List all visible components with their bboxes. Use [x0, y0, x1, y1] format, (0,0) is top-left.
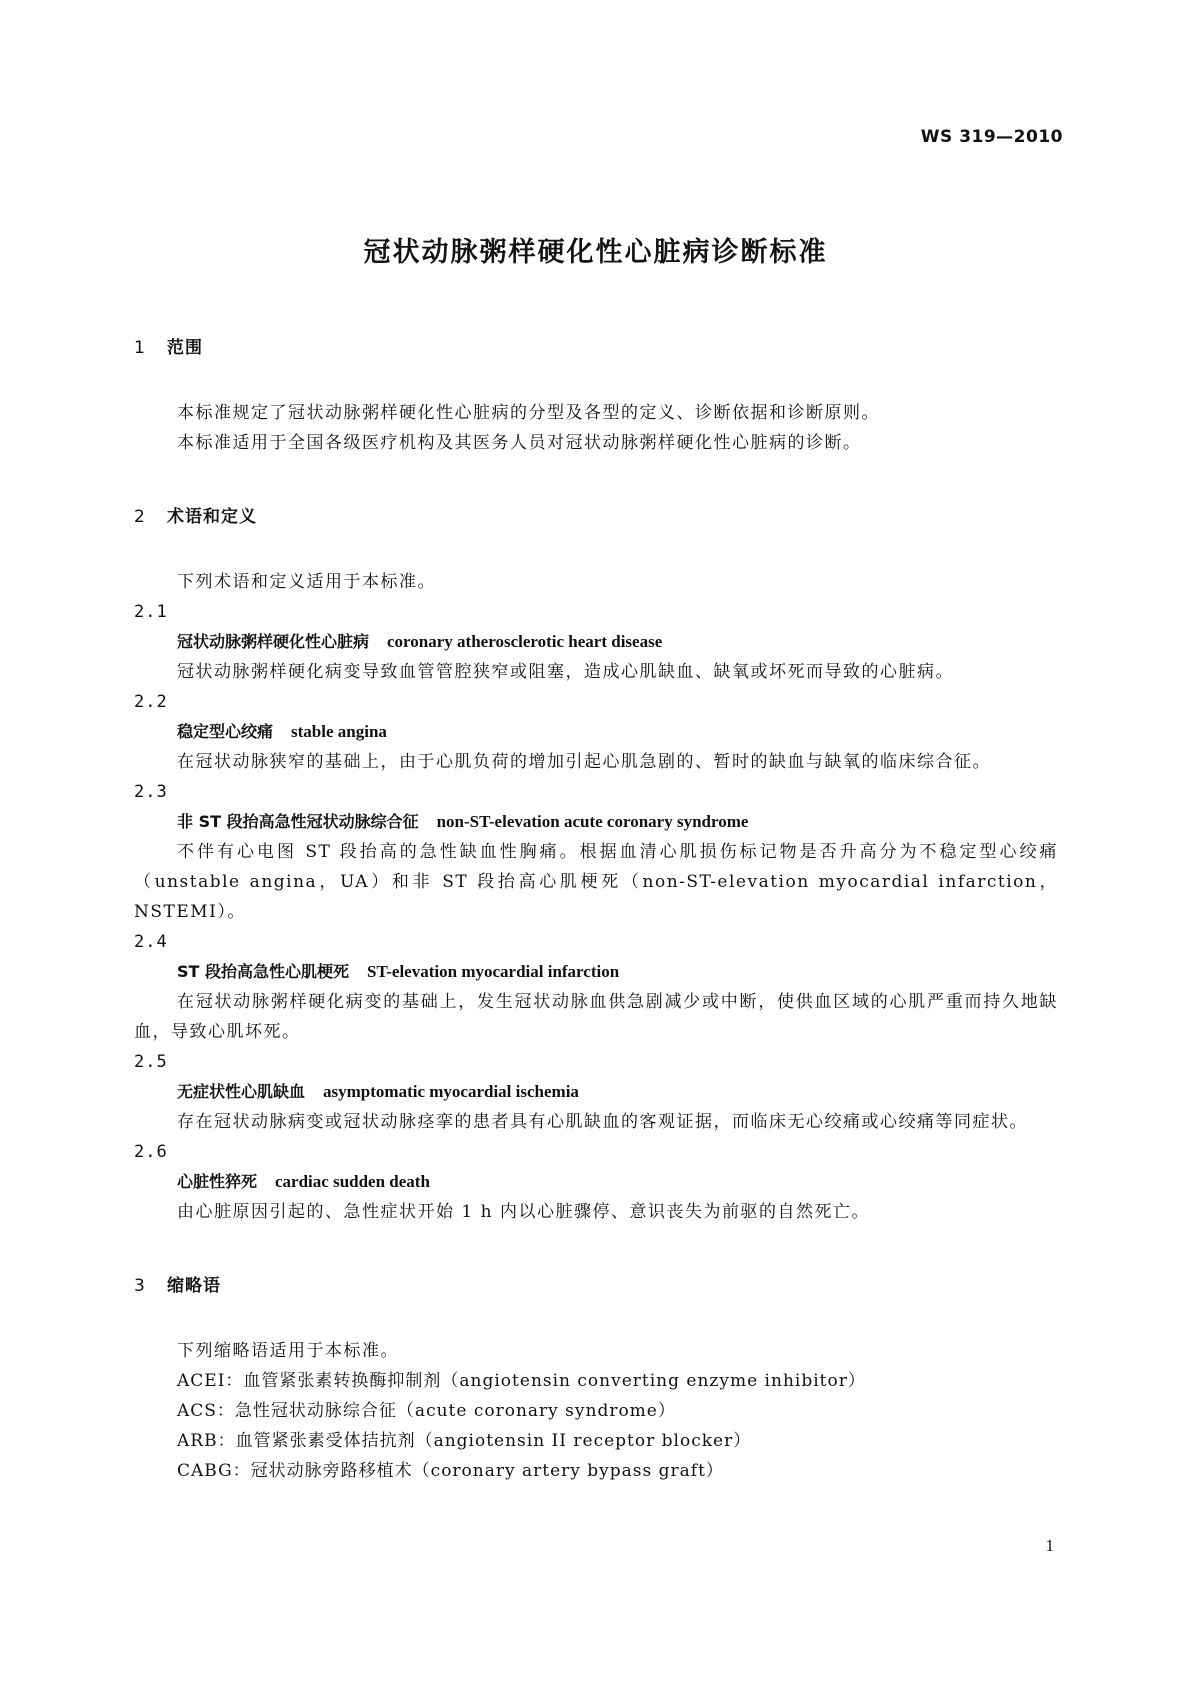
document-code: WS 319—2010 [920, 127, 1063, 147]
term-zh: 稳定型心绞痛 [177, 722, 274, 741]
term-heading [134, 627, 1058, 657]
term-definition: 存在冠状动脉病变或冠状动脉痉挛的患者具有心肌缺血的客观证据，而临床无心绞痛或心绞痛等同症状。 [177, 1112, 1028, 1132]
term-entry [134, 927, 1058, 1047]
term-zh: 心脏性猝死 [177, 1172, 258, 1191]
term-definition: 由心脏原因引起的、急性症状开始 1 h 内以心脏骤停、意识丧失为前驱的自然死亡。 [177, 1202, 870, 1222]
section-terms [134, 502, 1058, 1227]
term-entry [134, 1137, 1058, 1227]
term-heading [134, 1077, 1058, 1107]
term-definition: 在冠状动脉狭窄的基础上，由于心肌负荷的增加引起心肌急剧的、暂时的缺血与缺氧的临床综合征。 [177, 752, 991, 772]
term-definition: 不伴有心电图 ST 段抬高的急性缺血性胸痛。根据血清心肌损伤标记物是否升高分为不稳定型心绞痛（unstable angina，UA）和非 ST 段抬高心肌梗死（non-ST-elevation myocardial infarction，NSTEMI）。 [134, 842, 1058, 922]
term-zh: 无症状性心肌缺血 [177, 1082, 306, 1101]
section-title: 范围 [167, 338, 203, 358]
abbreviation-item: ACS：急性冠状动脉综合征（acute coronary syndrome） [177, 1401, 676, 1421]
term-zh: ST 段抬高急性心肌梗死 [177, 962, 350, 981]
term-entry [134, 777, 1058, 927]
term-number: 2.3 [134, 782, 168, 802]
section-number: 1 [134, 338, 146, 358]
section-number: 2 [134, 507, 146, 527]
term-en: stable angina [291, 722, 387, 741]
term-number: 2.2 [134, 692, 168, 712]
term-entry [134, 1047, 1058, 1137]
abbreviation-item: ARB：血管紧张素受体拮抗剂（angiotensin II receptor blocker） [177, 1431, 752, 1451]
term-en: cardiac sudden death [275, 1172, 430, 1191]
term-heading [134, 1167, 1058, 1197]
page-title: 冠状动脉粥样硬化性心脏病诊断标准 [363, 237, 828, 268]
term-entry [134, 597, 1058, 687]
section-abbreviations [134, 1271, 1058, 1486]
term-number: 2.1 [134, 602, 168, 622]
term-zh: 冠状动脉粥样硬化性心脏病 [177, 632, 370, 651]
term-en: ST-elevation myocardial infarction [367, 962, 620, 981]
abbreviation-item: ACEI：血管紧张素转换酶抑制剂（angiotensin converting enzyme inhibitor） [177, 1371, 866, 1391]
term-en: coronary atherosclerotic heart disease [387, 632, 663, 651]
paragraph: 下列术语和定义适用于本标准。 [177, 572, 436, 592]
section-heading [134, 502, 1058, 527]
term-number: 2.6 [134, 1142, 168, 1162]
paragraph: 本标准规定了冠状动脉粥样硬化性心脏病的分型及各型的定义、诊断依据和诊断原则。 [177, 403, 880, 423]
abbreviation-item: CABG：冠状动脉旁路移植术（coronary artery bypass graft） [177, 1461, 724, 1481]
paragraph: 本标准适用于全国各级医疗机构及其医务人员对冠状动脉粥样硬化性心脏病的诊断。 [177, 433, 862, 453]
term-definition: 冠状动脉粥样硬化病变导致血管管腔狭窄或阻塞，造成心肌缺血、缺氧或坏死而导致的心脏病。 [177, 662, 954, 682]
section-title: 缩略语 [167, 1276, 221, 1296]
term-en: non-ST-elevation acute coronary syndrome [436, 812, 749, 831]
page-number: 1 [1045, 1536, 1054, 1555]
term-zh: 非 ST 段抬高急性冠状动脉综合征 [177, 812, 419, 831]
section-number: 3 [134, 1276, 146, 1296]
term-entry [134, 687, 1058, 777]
section-heading [134, 333, 1058, 358]
term-number: 2.5 [134, 1052, 168, 1072]
section-title: 术语和定义 [167, 507, 257, 527]
paragraph: 下列缩略语适用于本标准。 [177, 1341, 399, 1361]
term-heading [134, 807, 1058, 837]
section-scope [134, 333, 1058, 458]
term-heading [134, 957, 1058, 987]
term-number: 2.4 [134, 932, 168, 952]
term-heading [134, 717, 1058, 747]
document-body [134, 333, 1058, 1530]
term-en: asymptomatic myocardial ischemia [323, 1082, 579, 1101]
term-definition: 在冠状动脉粥样硬化病变的基础上，发生冠状动脉血供急剧减少或中断，使供血区域的心肌严重而持久地缺血，导致心肌坏死。 [134, 992, 1058, 1042]
section-heading [134, 1271, 1058, 1296]
